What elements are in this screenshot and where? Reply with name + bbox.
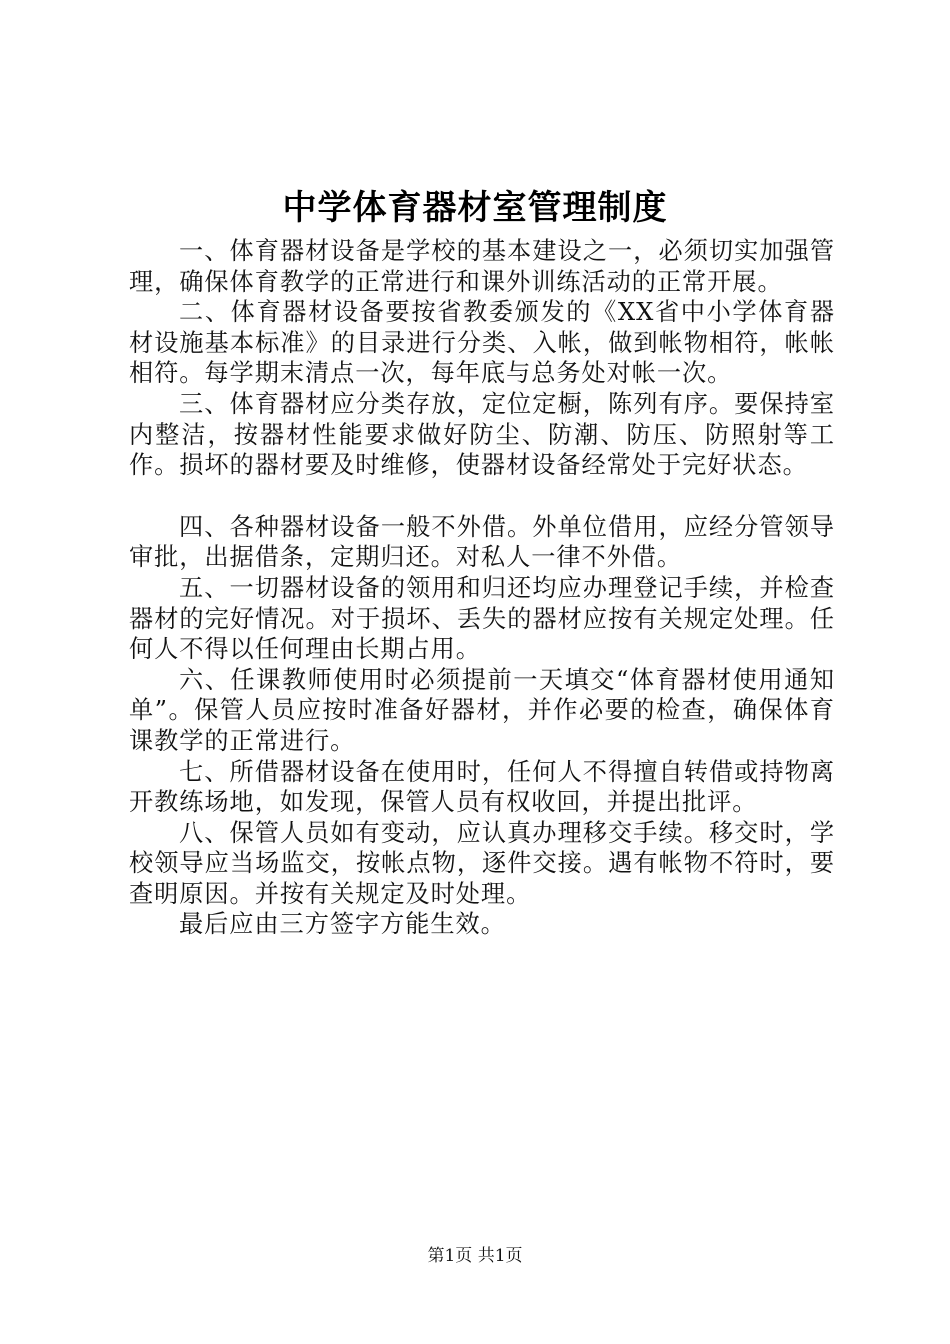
paragraph-5: 五、一切器材设备的领用和归还均应办理登记手续，并检查器材的完好情况。对于损坏、丢失的器材应按有关规定处理。任何人不得以任何理由长期占用。 [129,573,835,664]
paragraph-7: 七、所借器材设备在使用时，任何人不得擅自转借或持物离开教练场地，如发现，保管人员有权收回，并提出批评。 [129,757,835,817]
page-footer: 第1页 共1页 [427,1246,523,1266]
paragraph-1: 一、体育器材设备是学校的基本建设之一，必须切实加强管理，确保体育教学的正常进行和课外训练活动的正常开展。 [129,237,835,296]
paragraph-3: 三、体育器材应分类存放，定位定橱，陈列有序。要保持室内整洁，按器材性能要求做好防尘、防潮、防压、防照射等工作。损坏的器材要及时维修，使器材设备经常处于完好状态。 [129,389,835,480]
paragraph-8: 八、保管人员如有变动，应认真办理移交手续。移交时，学校领导应当场监交，按帐点物，逐件交接。遇有帐物不符时，要查明原因。并按有关规定及时处理。 [129,818,835,908]
paragraph-9: 最后应由三方签字方能生效。 [179,910,506,939]
paragraph-6: 六、任课教师使用时必须提前一天填交“体育器材使用通知单”。保管人员应按时准备好器材，并作必要的检查，确保体育课教学的正常进行。 [129,665,835,755]
document-body [129,236,835,940]
document-title: 中学体育器材室管理制度 [282,188,668,228]
paragraph-2: 二、体育器材设备要按省教委颁发的《XX省中小学体育器材设施基本标准》的目录进行分类、入帐，做到帐物相符，帐帐相符。每学期末清点一次，每年底与总务处对帐一次。 [129,298,835,388]
paragraph-4: 四、各种器材设备一般不外借。外单位借用，应经分管领导审批，出据借条，定期归还。对私人一律不外借。 [129,512,835,572]
